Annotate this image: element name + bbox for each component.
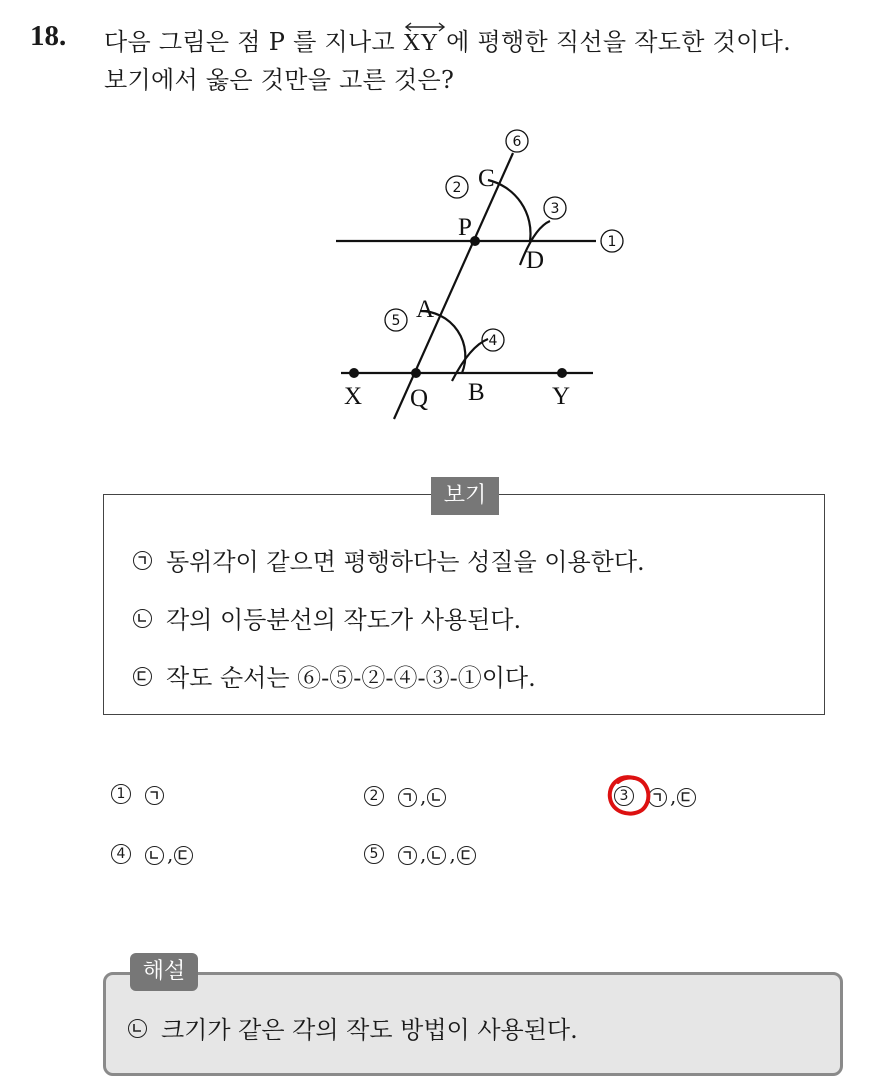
choice-number: 4 [111, 844, 131, 864]
label-d: D [526, 247, 545, 274]
solution-line [128, 1010, 578, 1045]
nieun-marker-icon [427, 846, 446, 865]
label-b: B [468, 379, 485, 406]
bogi-item-text: 작도 순서는 ⑥-⑤-②-④-③-①이다. [166, 664, 536, 692]
giyeok-marker-icon [398, 846, 417, 865]
choice-3[interactable]: 3 , [614, 784, 710, 808]
choice-1[interactable] [111, 784, 178, 804]
label-q: Q [410, 385, 429, 412]
label-y: Y [552, 383, 571, 410]
question-number: 18. [30, 20, 67, 52]
choice-number: 1 [111, 784, 131, 804]
arc-b-mark [452, 339, 488, 381]
bogi-item-text: 각의 이등분선의 작도가 사용된다. [166, 606, 522, 634]
giyeok-marker-icon [133, 551, 152, 570]
digeut-marker-icon [174, 846, 193, 865]
label-c: C [478, 165, 495, 192]
bogi-item-text: 동위각이 같으면 평행하다는 성질을 이용한다. [166, 548, 645, 576]
question-text-before: 다음 그림은 점 P 를 지나고 [104, 28, 395, 56]
solution-title: 해설 [130, 953, 198, 991]
point-y [557, 368, 567, 378]
choice-number: 5 [364, 844, 384, 864]
choice-number: 3 [614, 786, 634, 806]
nieun-marker-icon [133, 609, 152, 628]
construction-figure [300, 120, 640, 430]
giyeok-marker-icon [145, 786, 164, 805]
digeut-marker-icon [457, 846, 476, 865]
choice-number: 2 [364, 786, 384, 806]
label-a: A [416, 296, 435, 323]
choice-4[interactable]: 4 , [111, 842, 207, 866]
step-number-1: 1 [607, 234, 617, 250]
bogi-item-nieun [133, 600, 521, 635]
double-arrow-overline-icon [403, 22, 447, 32]
bogi-item-digeut [133, 658, 536, 693]
digeut-marker-icon [133, 667, 152, 686]
answer-circle-mark-icon [604, 772, 656, 820]
point-q [411, 368, 421, 378]
nieun-marker-icon [128, 1019, 147, 1038]
label-x: X [344, 383, 363, 410]
step-number-4: 4 [488, 333, 498, 349]
digeut-marker-icon [677, 788, 696, 807]
choice-5[interactable]: 5 , , [364, 842, 490, 866]
giyeok-marker-icon [398, 788, 417, 807]
question-text-after: 에 평행한 직선을 작도한 것이다. [446, 28, 792, 56]
step-number-5: 5 [391, 313, 401, 329]
question-line-2: 보기에서 옳은 것만을 고른 것은? [104, 66, 455, 94]
bogi-item-giyeok [133, 542, 645, 577]
choice-2[interactable]: 2 , [364, 784, 460, 808]
question-line-1 [104, 22, 791, 57]
nieun-marker-icon [427, 788, 446, 807]
line-xy-symbol [403, 30, 438, 57]
label-p: P [458, 214, 472, 241]
step-number-3: 3 [550, 201, 560, 217]
step-number-2: 2 [452, 180, 462, 196]
point-x [349, 368, 359, 378]
nieun-marker-icon [145, 846, 164, 865]
line-xy-label: XY [402, 30, 439, 56]
step-number-6: 6 [512, 134, 522, 150]
solution-text: 크기가 같은 각의 작도 방법이 사용된다. [161, 1016, 578, 1044]
bogi-title: 보기 [431, 477, 499, 515]
